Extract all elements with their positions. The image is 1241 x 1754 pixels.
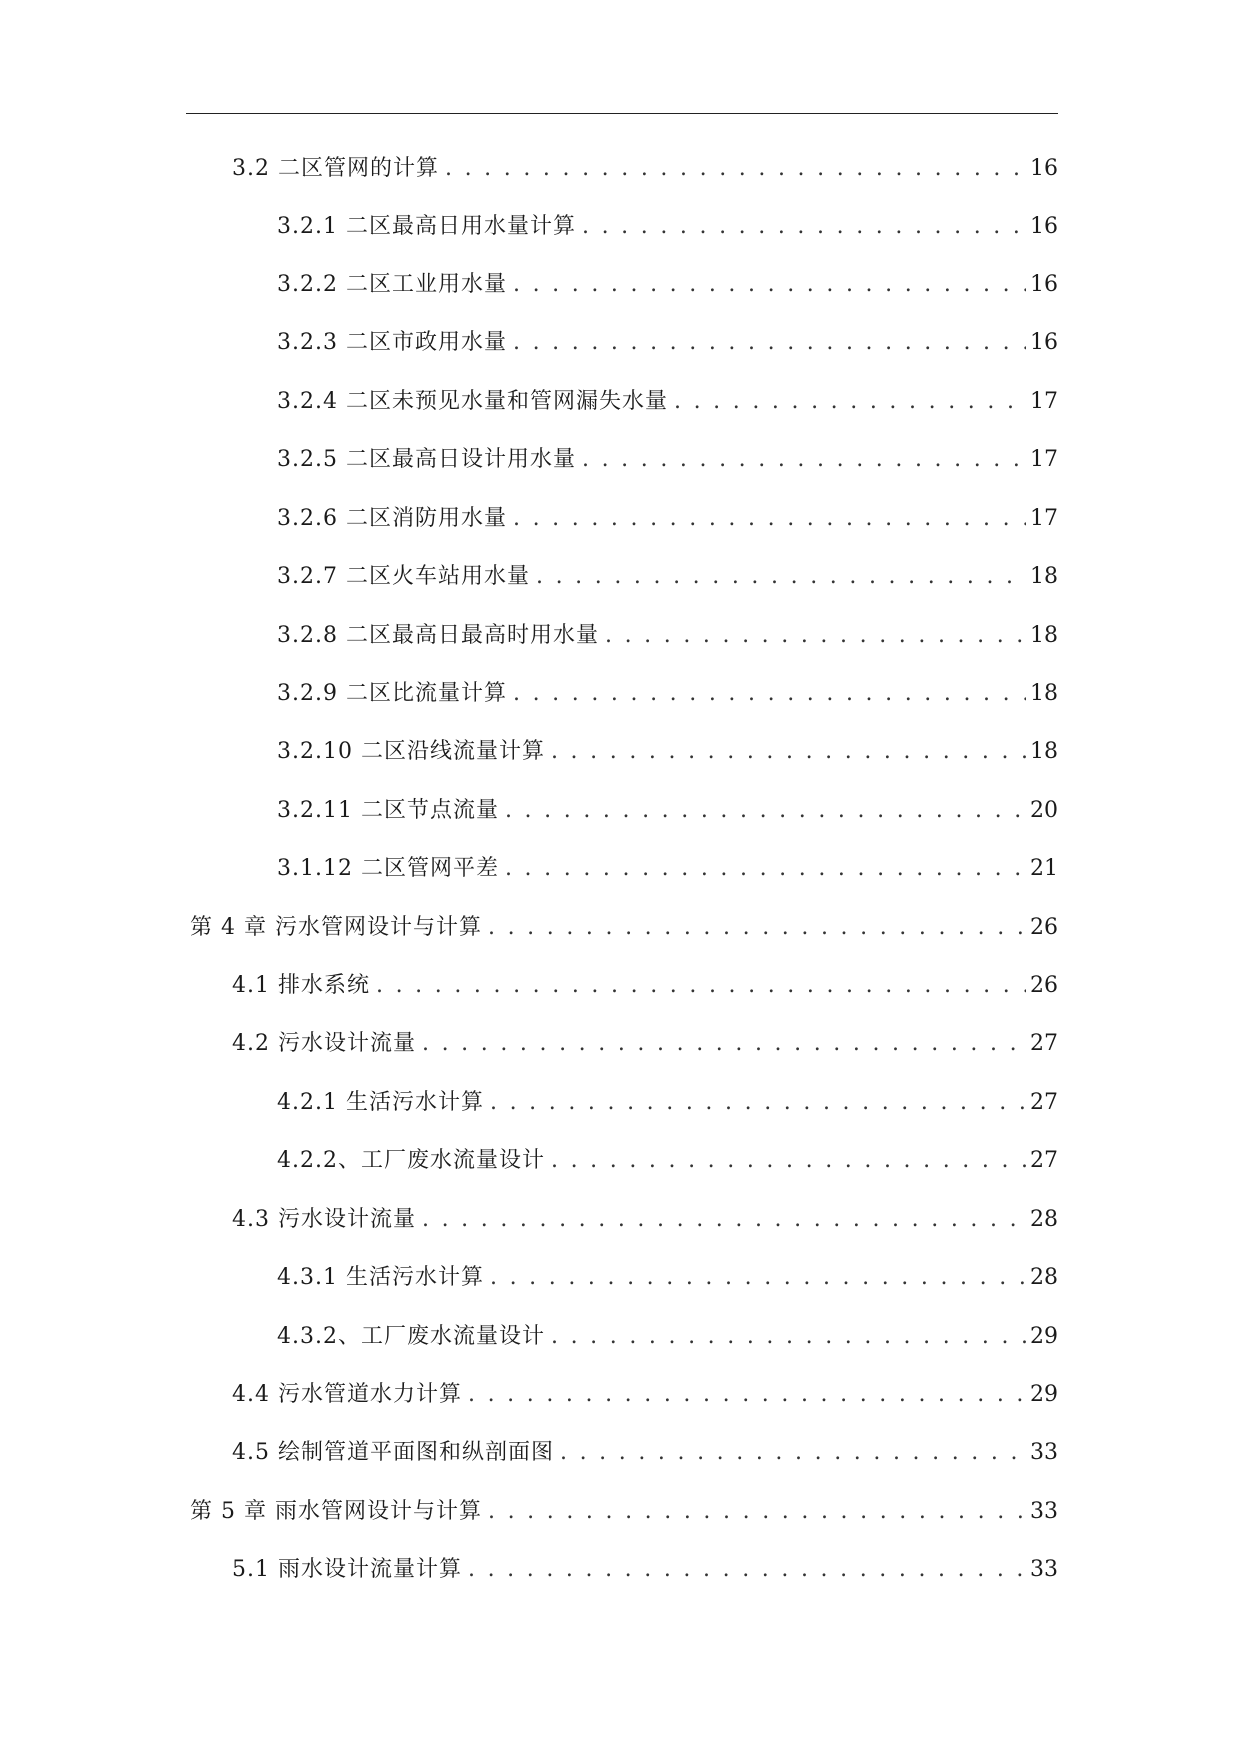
dot-leader xyxy=(505,852,1026,886)
toc-entry[interactable] xyxy=(277,794,1058,828)
toc-entry[interactable] xyxy=(277,1086,1058,1120)
toc-entry-page: 28 xyxy=(1030,1265,1058,1290)
toc-entry-page: 28 xyxy=(1030,1207,1058,1232)
toc-entry[interactable] xyxy=(277,677,1058,711)
toc-entry-title: 第 4 章 污水管网设计与计算 xyxy=(190,915,482,940)
toc-entry-title: 5.1 雨水设计流量计算 xyxy=(232,1557,462,1582)
toc-entry-title: 第 5 章 雨水管网设计与计算 xyxy=(190,1499,482,1524)
dot-leader xyxy=(674,385,1026,419)
dot-leader xyxy=(422,1203,1026,1237)
toc-entry-page: 17 xyxy=(1030,389,1058,414)
dot-leader xyxy=(551,1144,1026,1178)
toc-entry-title: 3.2.8 二区最高日最高时用水量 xyxy=(277,623,599,648)
toc-entry[interactable] xyxy=(277,443,1058,477)
dot-leader xyxy=(582,210,1026,244)
toc-entry-title: 3.2.7 二区火车站用水量 xyxy=(277,564,530,589)
toc-entry-page: 26 xyxy=(1030,915,1058,940)
dot-leader xyxy=(488,1495,1026,1529)
dot-leader xyxy=(536,560,1026,594)
dot-leader xyxy=(513,268,1026,302)
toc-entry-page: 27 xyxy=(1030,1148,1058,1173)
toc-entry-title: 3.2.1 二区最高日用水量计算 xyxy=(277,214,576,239)
toc-entry[interactable] xyxy=(190,1495,1058,1529)
toc-entry[interactable] xyxy=(232,152,1058,186)
dot-leader xyxy=(513,677,1026,711)
toc-entry[interactable] xyxy=(232,1203,1058,1237)
toc-entry-page: 33 xyxy=(1030,1440,1058,1465)
toc-entry[interactable] xyxy=(277,1261,1058,1295)
toc-entry[interactable] xyxy=(232,1553,1058,1587)
toc-entry-page: 29 xyxy=(1030,1324,1058,1349)
dot-leader xyxy=(560,1436,1026,1470)
dot-leader xyxy=(605,619,1026,653)
toc-entry-page: 17 xyxy=(1030,447,1058,472)
toc-entry[interactable] xyxy=(277,560,1058,594)
toc-entry[interactable] xyxy=(232,1378,1058,1412)
toc-entry-title: 3.2.9 二区比流量计算 xyxy=(277,681,507,706)
toc-entry-page: 21 xyxy=(1030,856,1058,881)
toc-entry[interactable] xyxy=(277,619,1058,653)
toc-entry-title: 3.2.5 二区最高日设计用水量 xyxy=(277,447,576,472)
toc-entry-page: 18 xyxy=(1030,739,1058,764)
toc-entry-page: 18 xyxy=(1030,623,1058,648)
toc-entry[interactable] xyxy=(277,735,1058,769)
toc-entry[interactable] xyxy=(277,502,1058,536)
toc-entry[interactable] xyxy=(277,1320,1058,1354)
dot-leader xyxy=(468,1553,1026,1587)
toc-entry-page: 33 xyxy=(1030,1499,1058,1524)
toc-entry[interactable] xyxy=(277,385,1058,419)
dot-leader xyxy=(488,911,1026,945)
toc-entry-title: 4.2 污水设计流量 xyxy=(232,1031,416,1056)
toc-entry-title: 3.2.2 二区工业用水量 xyxy=(277,272,507,297)
toc-entry-page: 18 xyxy=(1030,564,1058,589)
toc-entry[interactable] xyxy=(232,969,1058,1003)
toc-entry-title: 3.2.4 二区未预见水量和管网漏失水量 xyxy=(277,389,668,414)
dot-leader xyxy=(513,502,1026,536)
toc-entry-page: 27 xyxy=(1030,1031,1058,1056)
dot-leader xyxy=(490,1086,1026,1120)
toc-entry-title: 3.2.10 二区沿线流量计算 xyxy=(277,739,545,764)
dot-leader xyxy=(582,443,1026,477)
toc-entry[interactable] xyxy=(277,326,1058,360)
dot-leader xyxy=(551,1320,1026,1354)
toc-entry[interactable] xyxy=(232,1436,1058,1470)
toc-entry-page: 16 xyxy=(1030,272,1058,297)
toc-entry-page: 17 xyxy=(1030,506,1058,531)
dot-leader xyxy=(551,735,1026,769)
toc-entry-page: 16 xyxy=(1030,330,1058,355)
toc-entry[interactable] xyxy=(277,852,1058,886)
toc-entry-title: 3.2 二区管网的计算 xyxy=(232,156,439,181)
dot-leader xyxy=(445,152,1026,186)
toc-entry-title: 4.2.2、工厂废水流量设计 xyxy=(277,1148,545,1173)
dot-leader xyxy=(505,794,1026,828)
dot-leader xyxy=(513,326,1026,360)
toc-entry-title: 4.2.1 生活污水计算 xyxy=(277,1090,484,1115)
toc-entry-page: 20 xyxy=(1030,798,1058,823)
toc-entry-title: 4.3.2、工厂废水流量设计 xyxy=(277,1324,545,1349)
toc-entry[interactable] xyxy=(277,1144,1058,1178)
toc-entry-title: 4.1 排水系统 xyxy=(232,973,370,998)
toc-entry-title: 4.3.1 生活污水计算 xyxy=(277,1265,484,1290)
toc-entry[interactable] xyxy=(190,911,1058,945)
dot-leader xyxy=(490,1261,1026,1295)
toc-entry-page: 26 xyxy=(1030,973,1058,998)
toc-entry-title: 4.3 污水设计流量 xyxy=(232,1207,416,1232)
toc-entry-title: 3.1.12 二区管网平差 xyxy=(277,856,499,881)
toc-entry-title: 3.2.11 二区节点流量 xyxy=(277,798,499,823)
dot-leader xyxy=(376,969,1026,1003)
toc-entry-title: 4.5 绘制管道平面图和纵剖面图 xyxy=(232,1440,554,1465)
toc-entry-page: 33 xyxy=(1030,1557,1058,1582)
toc-entry-page: 29 xyxy=(1030,1382,1058,1407)
toc-entry-page: 27 xyxy=(1030,1090,1058,1115)
dot-leader xyxy=(422,1027,1026,1061)
toc-entry[interactable] xyxy=(232,1027,1058,1061)
toc-entry-page: 16 xyxy=(1030,156,1058,181)
toc-entry-page: 16 xyxy=(1030,214,1058,239)
toc-entry[interactable] xyxy=(277,268,1058,302)
toc-entry[interactable] xyxy=(277,210,1058,244)
dot-leader xyxy=(468,1378,1026,1412)
toc-entry-title: 3.2.3 二区市政用水量 xyxy=(277,330,507,355)
toc-entry-title: 3.2.6 二区消防用水量 xyxy=(277,506,507,531)
toc-entry-page: 18 xyxy=(1030,681,1058,706)
toc-entry-title: 4.4 污水管道水力计算 xyxy=(232,1382,462,1407)
